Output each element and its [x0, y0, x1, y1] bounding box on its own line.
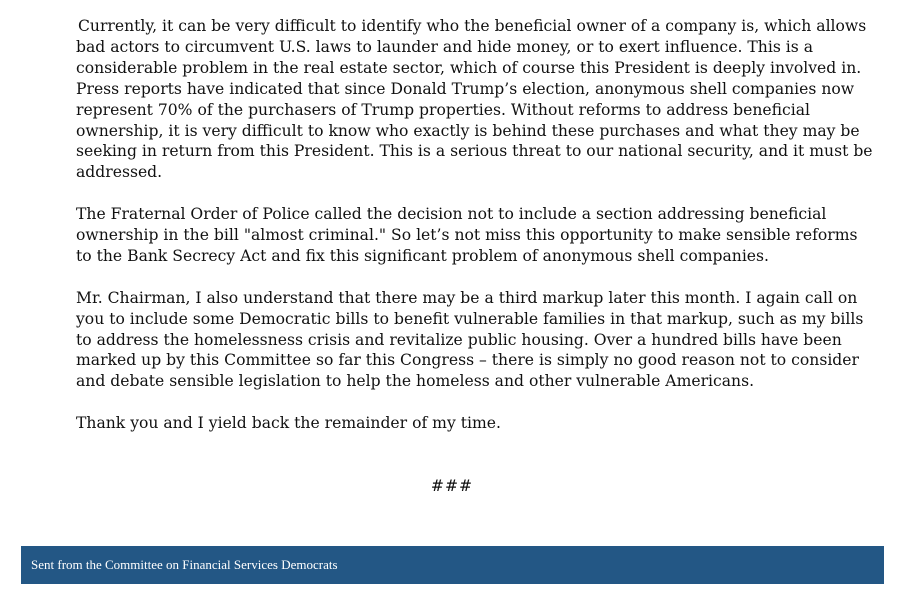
footer-bar — [21, 546, 884, 584]
end-separator: ### — [430, 477, 474, 495]
paragraph-beneficial-ownership: Currently, it can be very difficult to identify who the beneficial owner of a company is, which allows bad actors to circumvent U.S. laws to launder and hide money, or to exert influence. This is a considerable problem in the real estate sector, which of course this President is deeply involved in. Press reports have indicated that since Donald Trump’s election, anonymous shell companies now represent 70% of the purchasers of Trump properties. Without reforms to address beneficial ownership, it is very difficult to know who exactly is behind these purchases and what they may be seeking in return from this President. This is a serious threat to our national security, and it must be addressed. — [76, 17, 873, 182]
paragraph-third-markup: Mr. Chairman, I also understand that there may be a third markup later this month. I again call on you to include some Democratic bills to benefit vulnerable families in that markup, such as my bills to address the homelessness crisis and revitalize public housing. Over a hundred bills have been marked up by this Committee so far this Congress – there is simply no good reason not to consider and debate sensible legislation to help the homeless and other vulnerable Americans. — [76, 288, 864, 391]
paragraph-fraternal-order-of-police: The Fraternal Order of Police called the decision not to include a section addressing beneficial ownership in the bill "almost criminal." So let’s not miss this opportunity to make sensible reforms to the Bank Secrecy Act and fix this significant problem of anonymous shell companies. — [76, 205, 858, 265]
paragraph-closing: Thank you and I yield back the remainder of my time. — [76, 414, 501, 433]
statement-body — [76, 16, 876, 455]
footer-text: Sent from the Committee on Financial Services Democrats — [31, 557, 338, 572]
